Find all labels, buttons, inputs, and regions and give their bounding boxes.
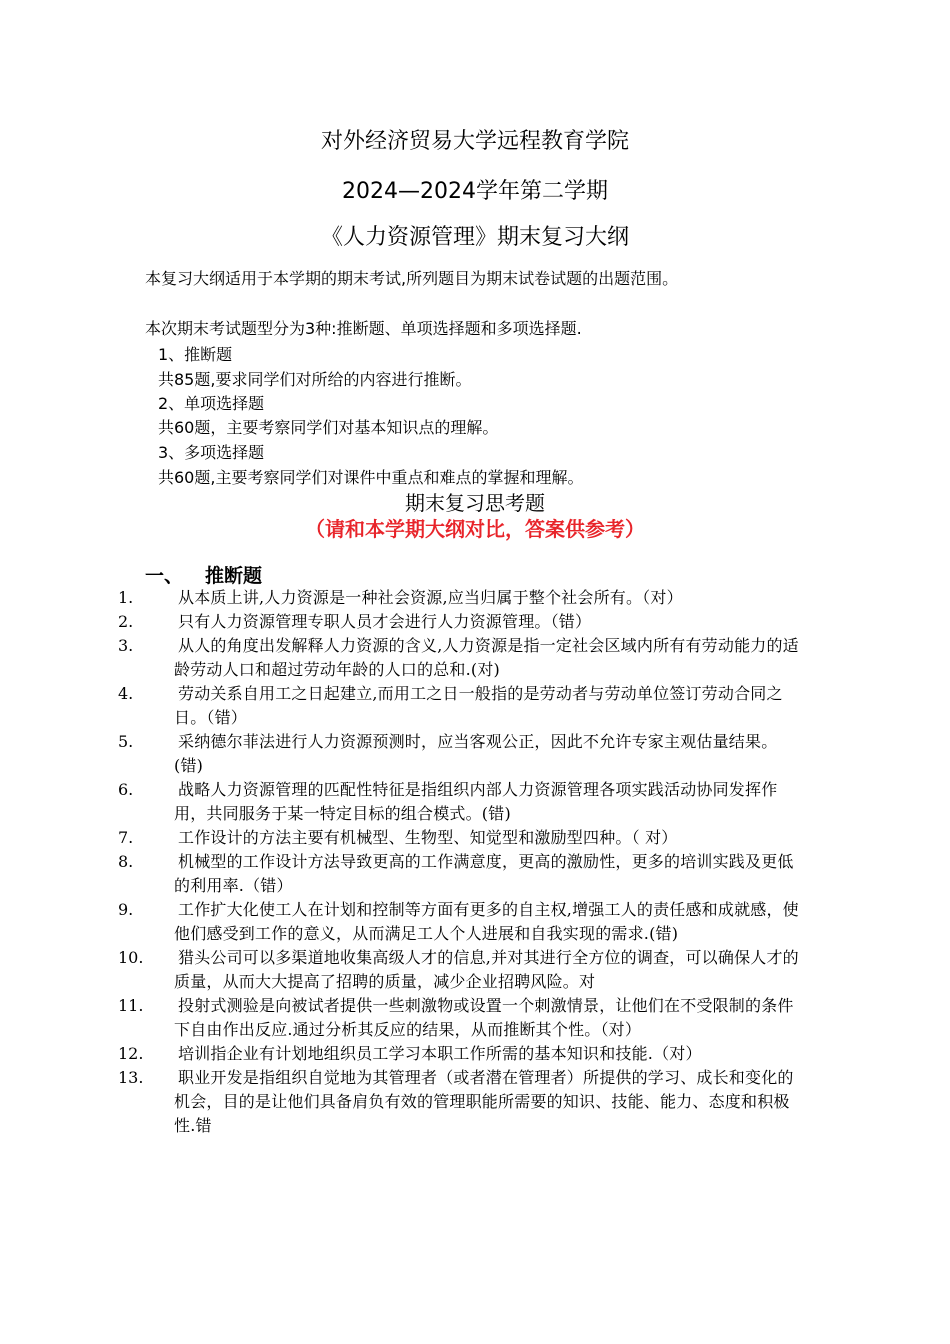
question-text: 职业开发是指组织自觉地为其管理者（或者潜在管理者）所提供的学习、成长和变化的机会，目的是让他们具备肩负有效的管理职能所需要的知识、技能、能力、态度和积极性.错 [174, 1068, 794, 1135]
question-item [0, 994, 950, 1042]
question-item [0, 850, 950, 898]
section-heading [145, 561, 262, 588]
question-number: 9. [118, 900, 134, 919]
question-number: 2. [118, 612, 134, 631]
question-text: 劳动关系自用工之日起建立,而用工之日一般指的是劳动者与劳动单位签订劳动合同之日。（错） [174, 684, 783, 727]
question-number: 5. [118, 732, 134, 751]
question-text: 战略人力资源管理的匹配性特征是指组织内部人力资源管理各项实践活动协同发挥作用，共同服务于某一特定目标的组合模式。(错) [174, 780, 778, 823]
question-item [0, 778, 950, 826]
question-item [0, 826, 950, 850]
question-number: 11. [118, 996, 144, 1015]
question-number: 8. [118, 852, 134, 871]
question-number: 13. [118, 1068, 144, 1087]
question-text: 工作设计的方法主要有机械型、生物型、知觉型和激励型四种。（ 对） [178, 828, 678, 847]
question-item [0, 1042, 950, 1066]
question-text: 猎头公司可以多渠道地收集高级人才的信息,并对其进行全方位的调查，可以确保人才的质量，从而大大提高了招聘的质量，减少企业招聘风险。对 [174, 948, 799, 991]
question-number: 12. [118, 1044, 144, 1063]
question-item [0, 898, 950, 946]
question-item [0, 1066, 950, 1138]
question-number: 4. [118, 684, 134, 703]
question-number: 10. [118, 948, 144, 967]
question-number: 7. [118, 828, 134, 847]
section-name: 推断题 [205, 565, 263, 587]
section-number: 一、 [145, 565, 184, 587]
review-note: （请和本学期大纲对比，答案供参考） [305, 517, 645, 541]
item-desc-single-choice: 共60题，主要考察同学们对基本知识点的理解。 [158, 418, 499, 437]
item-label-multi-choice: 3、多项选择题 [158, 443, 265, 462]
question-text: 机械型的工作设计方法导致更高的工作满意度，更高的激励性，更多的培训实践及更低的利用率.（错） [174, 852, 794, 895]
item-label-judgement: 1、推断题 [158, 345, 233, 364]
question-item [0, 682, 950, 730]
question-text: 投射式测验是向被试者提供一些刺激物或设置一个刺激情景，让他们在不受限制的条件下自由作出反应.通过分析其反应的结果，从而推断其个性。（对） [174, 996, 794, 1039]
item-label-single-choice: 2、单项选择题 [158, 394, 265, 413]
question-text: 培训指企业有计划地组织员工学习本职工作所需的基本知识和技能.（对） [178, 1044, 702, 1063]
question-item [0, 634, 950, 682]
question-item [0, 946, 950, 994]
question-text: 只有人力资源管理专职人员才会进行人力资源管理。（错） [178, 612, 592, 631]
question-item [0, 610, 950, 634]
question-item [0, 586, 950, 610]
term-title: 2024—2024学年第二学期 [342, 179, 608, 204]
item-desc-judgement: 共85题,要求同学们对所给的内容进行推断。 [158, 370, 472, 389]
question-text: 采纳德尔菲法进行人力资源预测时，应当客观公正，因此不允许专家主观估量结果。(错) [174, 732, 778, 775]
question-number: 3. [118, 636, 134, 655]
item-desc-multi-choice: 共60题,主要考察同学们对课件中重点和难点的掌握和理解。 [158, 468, 584, 487]
question-list [0, 586, 950, 1138]
intro-types: 本次期末考试题型分为3种:推断题、单项选择题和多项选择题. [145, 319, 582, 338]
question-number: 1. [118, 588, 134, 607]
intro-scope: 本复习大纲适用于本学期的期末考试,所列题目为期末试卷试题的出题范围。 [145, 269, 679, 288]
question-text: 从本质上讲,人力资源是一种社会资源,应当归属于整个社会所有。（对） [178, 588, 683, 607]
question-text: 从人的角度出发解释人力资源的含义,人力资源是指一定社会区域内所有有劳动能力的适龄劳动人口和超过劳动年龄的人口的总和.(对) [174, 636, 799, 679]
school-title: 对外经济贸易大学远程教育学院 [320, 129, 629, 154]
review-title: 期末复习思考题 [405, 491, 545, 515]
course-title: 《人力资源管理》期末复习大纲 [320, 225, 629, 250]
question-item [0, 730, 950, 778]
question-number: 6. [118, 780, 134, 799]
question-text: 工作扩大化使工人在计划和控制等方面有更多的自主权,增强工人的责任感和成就感，使他们感受到工作的意义，从而满足工人个人进展和自我实现的需求.(错) [174, 900, 799, 943]
